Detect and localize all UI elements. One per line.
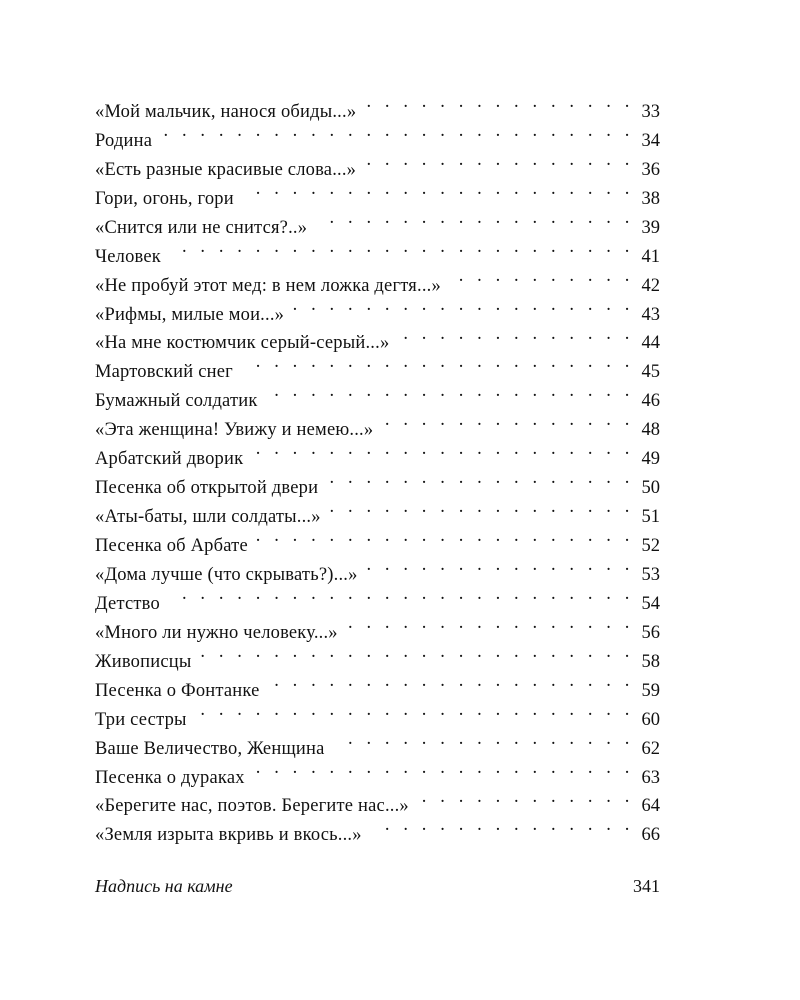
page-footer [95, 876, 660, 897]
toc-entry [95, 262, 660, 296]
dot-leader [251, 435, 634, 464]
dot-leader [195, 696, 634, 725]
dot-leader [292, 291, 634, 320]
toc-entry-title: «Эта женщина! Увижу и немею...» [95, 420, 374, 441]
dot-leader [253, 754, 634, 783]
toc-entry-page: 45 [641, 362, 660, 383]
toc-entry-page: 34 [641, 130, 660, 151]
dot-leader [326, 464, 634, 493]
toc-entry-page: 33 [641, 101, 660, 122]
toc-entry-page: 59 [641, 680, 660, 701]
toc-entry [95, 146, 660, 180]
toc-entry-title: «Мой мальчик, нанося обиды...» [95, 101, 357, 122]
toc-entry-title: Песенка об открытой двери [95, 478, 319, 499]
dot-leader [241, 348, 634, 377]
dot-leader [160, 117, 634, 146]
dot-leader [346, 609, 634, 638]
toc-entry-page: 63 [641, 767, 660, 788]
dot-leader [397, 320, 634, 349]
toc-entry-title: Песенка об Арбате [95, 536, 248, 557]
toc-entry-page: 42 [641, 275, 660, 296]
toc-entry-title: «Снится или не снится?..» [95, 217, 308, 238]
toc-entry-title: «Дома лучше (что скрывать?)...» [95, 564, 358, 585]
toc-entry [95, 609, 660, 643]
dot-leader [417, 783, 634, 812]
toc-entry-title: Песенка о Фонтанке [95, 680, 260, 701]
toc-entry-title: «Аты-баты, шли солдаты...» [95, 507, 321, 528]
toc-entry-title: «Земля изрыта вкривь и вкось...» [95, 825, 362, 846]
toc-entry-page: 44 [641, 333, 660, 354]
dot-leader [333, 725, 634, 754]
dot-leader [266, 377, 634, 406]
toc-entry-page: 38 [641, 188, 660, 209]
toc-entry-page: 60 [641, 709, 660, 730]
dot-leader [381, 406, 634, 435]
toc-entry-page: 51 [641, 507, 660, 528]
running-title: Надпись на камне [95, 876, 233, 896]
toc-entry-page: 49 [641, 449, 660, 470]
toc-entry-page: 43 [641, 304, 660, 325]
toc-entry-page: 50 [641, 478, 660, 499]
dot-leader [370, 811, 634, 840]
toc-entry-title: «Есть разные красивые слова...» [95, 159, 357, 180]
toc-entry-title: Ваше Величество, Женщина [95, 738, 325, 759]
table-of-contents [95, 88, 660, 846]
toc-entry [95, 233, 660, 267]
page-number: 341 [633, 876, 660, 896]
toc-entry-page: 53 [641, 564, 660, 585]
dot-leader [256, 522, 634, 551]
toc-entry [95, 580, 660, 614]
toc-entry-page: 54 [641, 593, 660, 614]
toc-entry-page: 58 [641, 651, 660, 672]
dot-leader [366, 551, 634, 580]
dot-leader [449, 262, 634, 291]
toc-entry-title: «Много ли нужно человеку...» [95, 622, 338, 643]
dot-leader [329, 493, 634, 522]
toc-entry-title: Арбатский дворик [95, 449, 244, 470]
dot-leader [199, 638, 634, 667]
toc-entry-title: Гори, огонь, гори [95, 188, 234, 209]
toc-entry-page: 62 [641, 738, 660, 759]
toc-entry-page: 52 [641, 536, 660, 557]
toc-entry [95, 117, 660, 151]
toc-entry-page: 39 [641, 217, 660, 238]
toc-entry-title: Детство [95, 593, 160, 614]
toc-entry-page: 48 [641, 420, 660, 441]
toc-entry-title: «Берегите нас, поэтов. Берегите нас...» [95, 796, 409, 817]
toc-entry-page: 66 [641, 825, 660, 846]
toc-entry-title: Живописцы [95, 651, 192, 672]
dot-leader [315, 204, 634, 233]
toc-entry-title: Человек [95, 246, 161, 267]
toc-entry-page: 46 [641, 391, 660, 412]
toc-entry-title: «Рифмы, милые мои...» [95, 304, 285, 325]
toc-entry-title: «На мне костюмчик серый-серый...» [95, 333, 390, 354]
toc-entry [95, 88, 660, 122]
dot-leader [364, 88, 634, 117]
toc-entry-title: Родина [95, 130, 153, 151]
toc-entry-page: 36 [641, 159, 660, 180]
toc-entry-title: Бумажный солдатик [95, 391, 258, 412]
toc-entry-title: Мартовский снег [95, 362, 233, 383]
dot-leader [242, 175, 634, 204]
dot-leader [169, 233, 634, 262]
toc-entry-page: 41 [641, 246, 660, 267]
dot-leader [168, 580, 634, 609]
dot-leader [364, 146, 634, 175]
toc-entry-page: 56 [641, 622, 660, 643]
toc-entry-title: Песенка о дураках [95, 767, 245, 788]
dot-leader [268, 667, 634, 696]
toc-entry-title: Три сестры [95, 709, 187, 730]
toc-entry-page: 64 [641, 796, 660, 817]
toc-entry-title: «Не пробуй этот мед: в нем ложка дегтя...» [95, 275, 441, 296]
